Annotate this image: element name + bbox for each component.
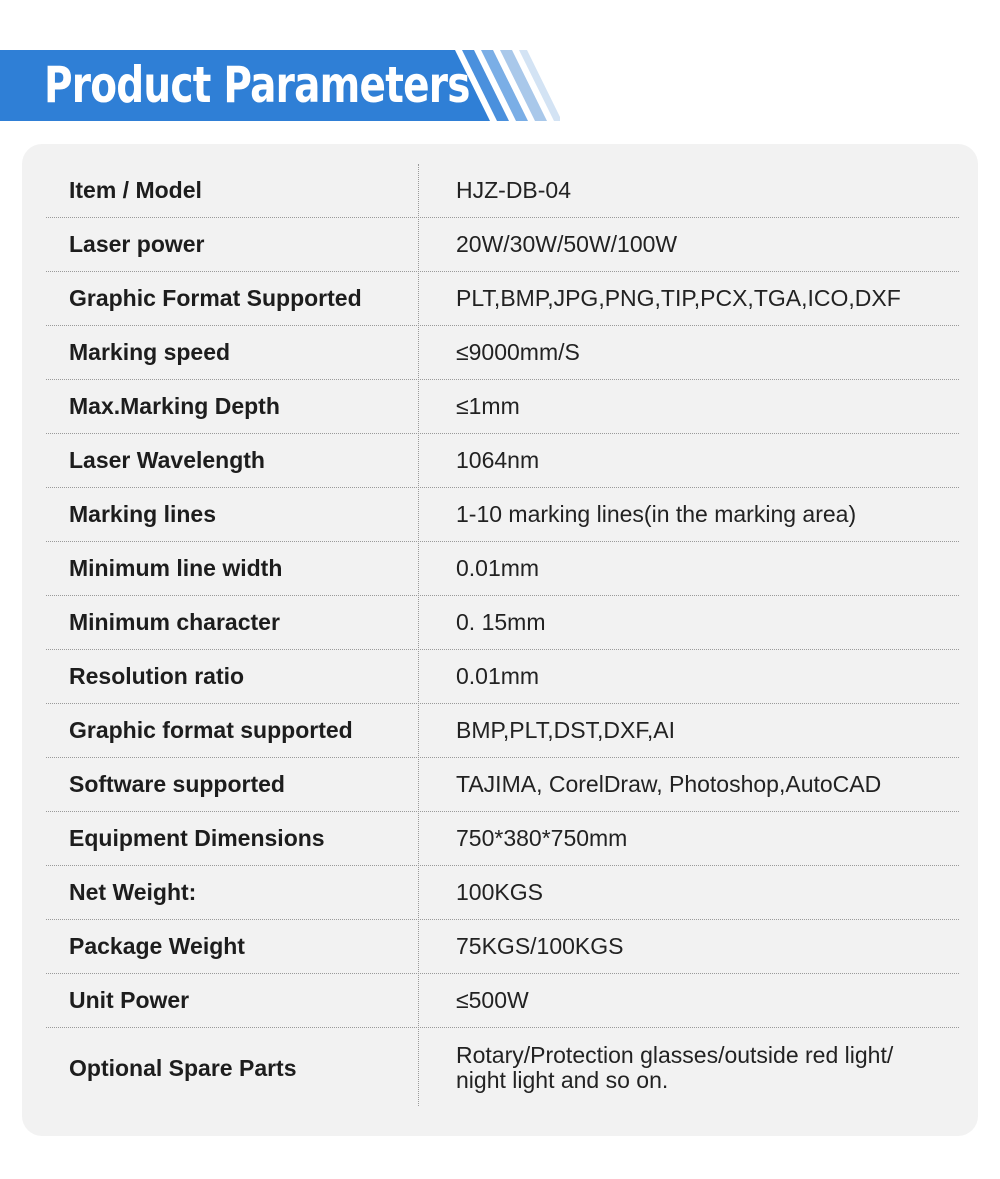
table-row: [46, 974, 959, 1028]
param-label: Laser Wavelength: [69, 447, 265, 473]
table-row: [46, 326, 959, 380]
param-value: 20W/30W/50W/100W: [456, 231, 678, 257]
param-label: Equipment Dimensions: [69, 825, 325, 851]
parameters-table: [46, 164, 959, 1108]
param-value: HJZ-DB-04: [456, 177, 572, 203]
table-row: [46, 596, 959, 650]
param-value: 1-10 marking lines(in the marking area): [456, 501, 857, 527]
table-row: [46, 704, 959, 758]
table-row: [46, 920, 959, 974]
page-title: Product Parameters: [44, 56, 470, 114]
table-row: [46, 812, 959, 866]
param-value: ≤500W: [456, 987, 529, 1013]
param-value: PLT,BMP,JPG,PNG,TIP,PCX,TGA,ICO,DXF: [456, 285, 901, 311]
table-row: [46, 758, 959, 812]
param-value: ≤9000mm/S: [456, 339, 580, 365]
param-value: 750*380*750mm: [456, 825, 628, 851]
param-value: 75KGS/100KGS: [456, 933, 624, 959]
param-value: 100KGS: [456, 879, 543, 905]
param-value: 0. 15mm: [456, 609, 546, 635]
param-label: Graphic format supported: [69, 717, 353, 743]
param-label: Minimum line width: [69, 555, 283, 581]
table-row: [46, 542, 959, 596]
table-row: [46, 164, 959, 218]
param-label: Max.Marking Depth: [69, 393, 280, 419]
table-row: [46, 380, 959, 434]
table-row: [46, 1028, 959, 1108]
param-label: Marking lines: [69, 501, 216, 527]
param-label: Unit Power: [69, 987, 190, 1013]
param-value: ≤1mm: [456, 393, 520, 419]
param-value: 1064nm: [456, 447, 540, 473]
column-divider: [418, 164, 419, 1106]
table-row: [46, 434, 959, 488]
param-value: BMP,PLT,DST,DXF,AI: [456, 717, 675, 743]
param-label: Minimum character: [69, 609, 280, 635]
param-label: Laser power: [69, 231, 205, 257]
param-value: TAJIMA, CorelDraw, Photoshop,AutoCAD: [456, 771, 882, 797]
table-row: [46, 218, 959, 272]
table-row: [46, 272, 959, 326]
param-value: 0.01mm: [456, 663, 540, 689]
table-row: [46, 866, 959, 920]
table-row: [46, 650, 959, 704]
param-label: Software supported: [69, 771, 285, 797]
param-label: Resolution ratio: [69, 663, 245, 689]
param-value: 0.01mm: [456, 555, 540, 581]
param-label: Package Weight: [69, 933, 245, 959]
param-label: Graphic Format Supported: [69, 285, 362, 311]
param-label: Optional Spare Parts: [69, 1054, 297, 1081]
param-label: Item / Model: [69, 177, 202, 203]
param-label: Marking speed: [69, 339, 231, 365]
param-value: Rotary/Protection glasses/outside red light/ night light and so on.: [456, 1042, 894, 1093]
header-banner: [0, 50, 560, 121]
param-label: Net Weight:: [69, 879, 197, 905]
table-row: [46, 488, 959, 542]
